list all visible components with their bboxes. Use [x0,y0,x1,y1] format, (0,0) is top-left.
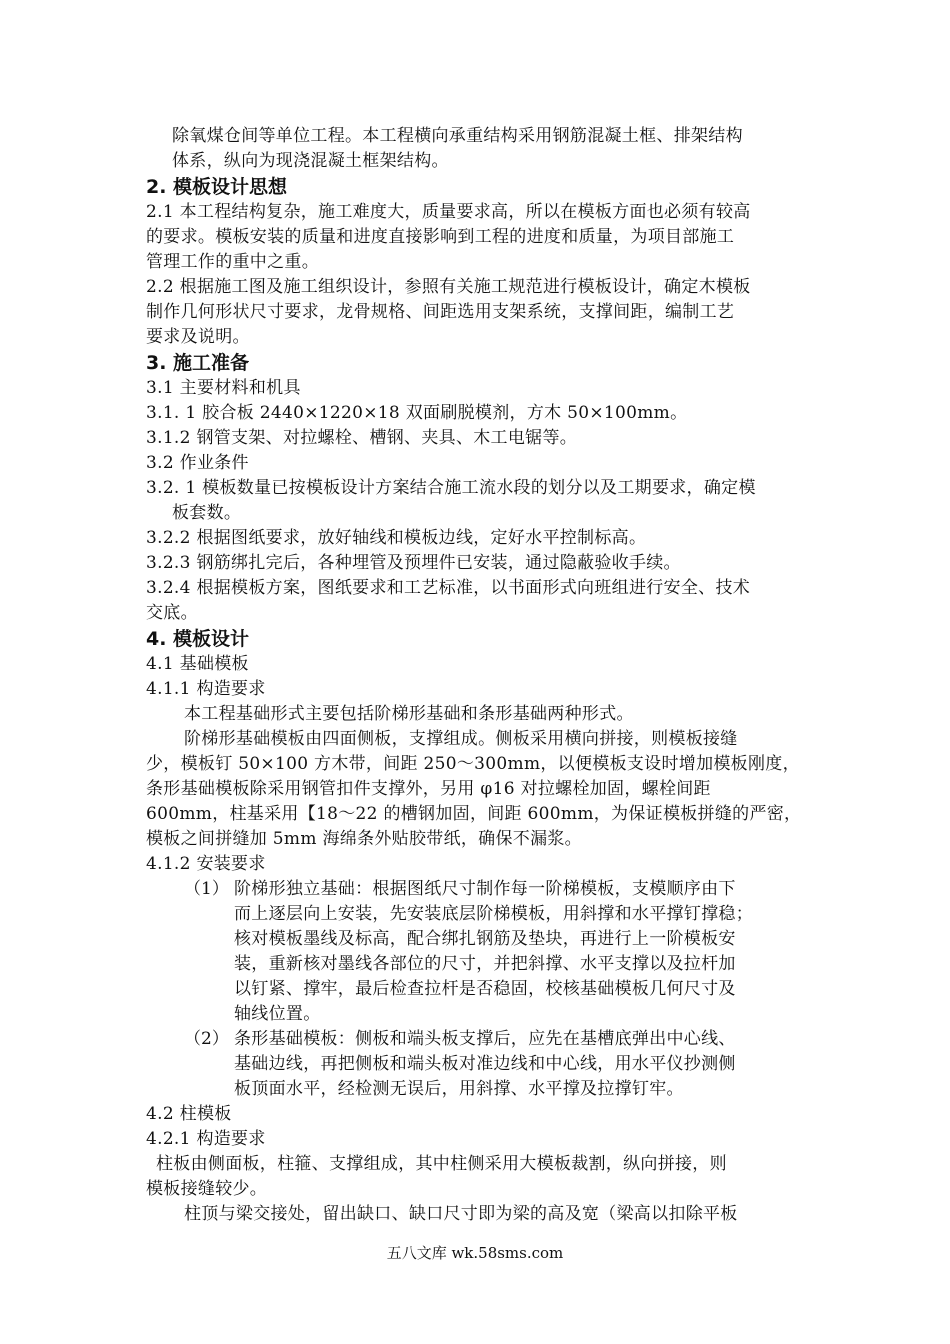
paragraph-line: 3.2.2 根据图纸要求，放好轴线和模板边线，定好水平控制标高。 [146,528,647,548]
list-item-line: 以钉紧、撑牢，最后检查拉杆是否稳固，校核基础模板几何尺寸及 [234,979,736,999]
paragraph-line: 模板接缝较少。 [146,1179,268,1199]
subheading-4-2: 4.2 柱模板 [146,1104,232,1124]
paragraph-line: 少，模板钉 50×100 方木带，间距 250～300mm，以便模板支设时增加模板刚度， [146,754,800,774]
subheading-4-1: 4.1 基础模板 [146,654,249,674]
list-item-number: （2） [184,1029,229,1049]
paragraph-line: 2.2 根据施工图及施工组织设计，参照有关施工规范进行模板设计，确定木模板 [146,277,751,297]
paragraph-line: 要求及说明。 [146,327,250,347]
list-item-line: 阶梯形独立基础：根据图纸尺寸制作每一阶梯模板，支模顺序由下 [234,879,736,899]
subheading-4-1-1: 4.1.1 构造要求 [146,679,266,699]
paragraph-line: 柱板由侧面板，柱箍、支撑组成，其中柱侧采用大模板裁割，纵向拼接，则 [156,1154,727,1174]
list-item-line: 条形基础模板：侧板和端头板支撑后，应先在基槽底弹出中心线、 [234,1029,736,1049]
paragraph-line: 阶梯形基础模板由四面侧板，支撑组成。侧板采用横向拼接，则模板接缝 [184,729,738,749]
paragraph-line: 3.1.2 钢管支架、对拉螺栓、槽钢、夹具、木工电锯等。 [146,428,578,448]
paragraph-line: 3.2.3 钢筋绑扎完后，各种埋管及预埋件已安装，通过隐蔽验收手续。 [146,553,681,573]
list-item-line: 装，重新核对墨线各部位的尺寸，并把斜撑、水平支撑以及拉杆加 [234,954,736,974]
list-item-number: （1） [184,879,229,899]
list-item [146,877,816,1027]
paragraph-line: 的要求。模板安装的质量和进度直接影响到工程的进度和质量，为项目部施工 [146,227,735,247]
paragraph-line: 交底。 [146,603,198,623]
paragraph-line: 柱顶与梁交接处，留出缺口、缺口尺寸即为梁的高及宽（梁高以扣除平板 [184,1204,738,1224]
intro-line-1: 除氧煤仓间等单位工程。本工程横向承重结构采用钢筋混凝土框、排架结构 [172,126,743,146]
subheading-4-2-1: 4.2.1 构造要求 [146,1129,266,1149]
paragraph-line: 2.1 本工程结构复杂，施工难度大，质量要求高，所以在模板方面也必须有较高 [146,202,751,222]
paragraph-line: 模板之间拼缝加 5mm 海绵条外贴胶带纸，确保不漏浆。 [146,829,582,849]
list-item-body [234,1027,816,1102]
page-footer: 五八文库 wk.58sms.com [386,1244,564,1262]
paragraph-line: 3.1. 1 胶合板 2440×1220×18 双面刷脱模剂，方木 50×100mm。 [146,403,688,423]
subheading-3-2: 3.2 作业条件 [146,453,249,473]
list-item-line: 核对模板墨线及标高，配合绑扎钢筋及垫块，再进行上一阶模板安 [234,929,736,949]
list-item [146,1027,816,1102]
paragraph-line: 制作几何形状尺寸要求，龙骨规格、间距选用支架系统，支撑间距，编制工艺 [146,302,735,322]
document-page [146,124,816,1227]
paragraph-line: 本工程基础形式主要包括阶梯形基础和条形基础两种形式。 [184,704,634,724]
paragraph-line: 管理工作的重中之重。 [146,252,319,272]
subheading-4-1-2: 4.1.2 安装要求 [146,854,266,874]
paragraph-line: 600mm，柱基采用【18～22 的槽钢加固，间距 600mm，为保证模板拼缝的严密， [146,804,802,824]
paragraph-line: 板套数。 [172,503,242,523]
paragraph-line: 条形基础模板除采用钢管扣件支撑外，另用 φ16 对拉螺栓加固，螺栓间距 [146,779,711,799]
list-item-body [234,877,816,1027]
list-item-line: 板顶面水平，经检测无误后，用斜撑、水平撑及拉撑钉牢。 [234,1079,684,1099]
subheading-3-1: 3.1 主要材料和机具 [146,378,301,398]
intro-line-2: 体系，纵向为现浇混凝土框架结构。 [172,151,449,171]
list-item-line: 轴线位置。 [234,1004,321,1024]
paragraph-line: 3.2. 1 模板数量已按模板设计方案结合施工流水段的划分以及工期要求，确定模 [146,478,756,498]
list-item-line: 基础边线，再把侧板和端头板对准边线和中心线，用水平仪抄测侧 [234,1054,736,1074]
list-item-line: 而上逐层向上安装，先安装底层阶梯模板，用斜撑和水平撑钉撑稳； [234,904,753,924]
section-2-heading: 2. 模板设计思想 [146,176,288,198]
section-4-heading: 4. 模板设计 [146,628,250,650]
section-3-heading: 3. 施工准备 [146,352,250,374]
paragraph-line: 3.2.4 根据模板方案，图纸要求和工艺标准，以书面形式向班组进行安全、技术 [146,578,751,598]
